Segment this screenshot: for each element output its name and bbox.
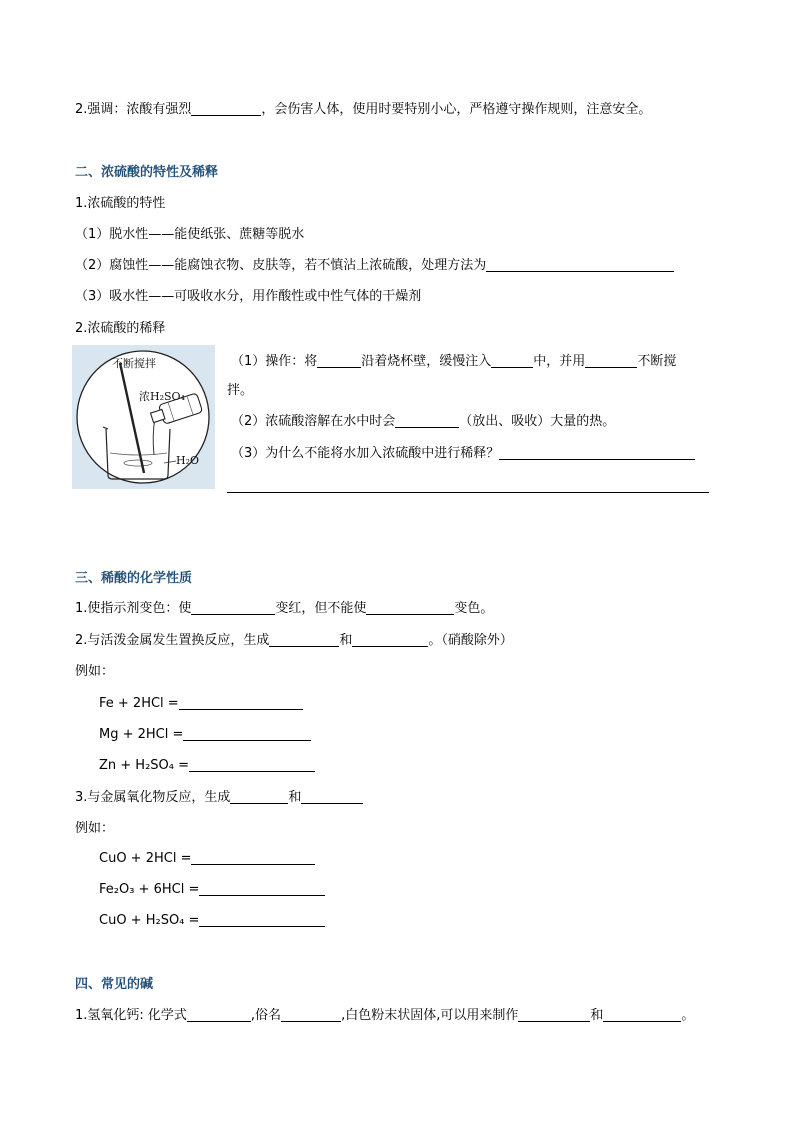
operation-line	[231, 353, 676, 371]
acid-label: 浓H₂SO₄	[139, 390, 185, 403]
operation-text-c: 中，并用	[533, 354, 586, 369]
indicator-text-a: 1.使指示剂变色：使	[75, 601, 192, 616]
water-label: H₂O	[176, 454, 200, 467]
caution-suffix: ，会伤害人体，使用时要特别小心，严格遵守操作规则，注意安全。	[261, 102, 652, 117]
operation-blank-3[interactable]	[585, 353, 637, 368]
indicator-text-c: 变色。	[454, 601, 494, 616]
why-line	[231, 445, 695, 463]
why-line-2	[227, 478, 709, 496]
oxide-text-a: 3.与金属氧化物反应，生成	[75, 790, 231, 805]
section-4-title: 四、常见的碱	[75, 977, 154, 992]
oxide-blank-1[interactable]	[230, 789, 288, 804]
operation-text-b: 沿着烧杯壁，缓慢注入	[361, 354, 492, 369]
equation-cuo-h2so4-text: CuO + H₂SO₄ =	[99, 913, 200, 928]
corrosive-blank[interactable]	[486, 257, 674, 272]
why-question: （3）为什么不能将水加入浓硫酸中进行稀释？	[231, 446, 500, 461]
equation-cuo-h2so4	[99, 912, 325, 930]
oxide-blank-2[interactable]	[301, 789, 363, 804]
metal-blank-2[interactable]	[352, 632, 428, 647]
calcium-text-c: ,白色粉末状固体,可以用来制作	[341, 1008, 519, 1023]
equation-cuo-hcl-text: CuO + 2HCl =	[99, 851, 192, 866]
operation-text-d: 不断搅	[637, 354, 677, 369]
calcium-text-e: 。	[681, 1008, 695, 1023]
caution-blank[interactable]	[191, 101, 261, 116]
calcium-text-d: 和	[590, 1008, 604, 1023]
hygroscopic-item: （3）吸水性——可吸收水分，用作酸性或中性气体的干燥剂	[75, 289, 422, 304]
operation-blank-2[interactable]	[491, 353, 533, 368]
equation-mg	[99, 726, 311, 744]
indicator-blank-2[interactable]	[366, 600, 454, 615]
common-name-blank[interactable]	[281, 1007, 341, 1022]
equation-mg-text: Mg + 2HCl =	[99, 727, 184, 742]
caution-prefix: 2.强调：浓酸有强烈	[75, 102, 192, 117]
metal-text-b: 和	[339, 633, 353, 648]
dehydration-item: （1）脱水性——能使纸张、蔗糖等脱水	[75, 227, 305, 242]
equation-zn-blank[interactable]	[189, 757, 315, 772]
indicator-line	[75, 600, 493, 618]
oxide-text-b: 和	[288, 790, 302, 805]
heat-text-a: （2）浓硫酸溶解在水中时会	[231, 414, 396, 429]
indicator-text-b: 变红，但不能使	[275, 601, 367, 616]
calcium-text-b: ,俗名	[250, 1008, 282, 1023]
equation-fe-text: Fe + 2HCl =	[99, 696, 179, 711]
metal-text-c: 。（硝酸除外）	[428, 633, 513, 648]
why-blank-1[interactable]	[499, 445, 695, 460]
metal-text-a: 2.与活泼金属发生置换反应，生成	[75, 633, 270, 648]
calcium-hydroxide-line	[75, 1007, 694, 1025]
operation-line-2: 拌。	[227, 383, 254, 398]
metal-line	[75, 632, 513, 650]
equation-mg-blank[interactable]	[183, 726, 311, 741]
equation-fe2o3	[99, 881, 325, 899]
example-label-1: 例如：	[75, 664, 115, 679]
use-blank-2[interactable]	[603, 1007, 681, 1022]
heat-line	[231, 413, 615, 431]
operation-text-a: （1）操作：将	[231, 354, 318, 369]
equation-fe	[99, 695, 303, 713]
stir-label: 不断搅拌	[112, 357, 156, 370]
indicator-blank-1[interactable]	[191, 600, 275, 615]
heat-text-b: （放出、吸收）大量的热。	[459, 414, 616, 429]
heat-blank[interactable]	[395, 413, 459, 428]
equation-fe2o3-blank[interactable]	[199, 881, 325, 896]
dilution-title: 2.浓硫酸的稀释	[75, 321, 166, 336]
dilution-figure	[72, 345, 215, 489]
use-blank-1[interactable]	[518, 1007, 590, 1022]
metal-blank-1[interactable]	[269, 632, 339, 647]
oxide-line	[75, 789, 363, 807]
properties-title: 1.浓硫酸的特性	[75, 196, 166, 211]
equation-cuo-hcl	[99, 850, 315, 868]
example-label-2: 例如：	[75, 821, 115, 836]
why-blank-2[interactable]	[227, 478, 709, 493]
formula-blank[interactable]	[187, 1007, 251, 1022]
equation-cuo-h2so4-blank[interactable]	[199, 912, 325, 927]
corrosive-line	[75, 257, 674, 275]
equation-cuo-hcl-blank[interactable]	[191, 850, 315, 865]
equation-fe-blank[interactable]	[179, 695, 303, 710]
section-3-title: 三、稀酸的化学性质	[75, 571, 193, 586]
operation-blank-1[interactable]	[317, 353, 361, 368]
section-2-title: 二、浓硫酸的特性及稀释	[75, 165, 219, 180]
equation-zn	[99, 757, 315, 775]
calcium-text-a: 1.氢氧化钙: 化学式	[75, 1008, 187, 1023]
corrosive-item: （2）腐蚀性——能腐蚀衣物、皮肤等，若不慎沾上浓硫酸，处理方法为	[75, 258, 487, 273]
equation-zn-text: Zn + H₂SO₄ =	[99, 758, 190, 773]
equation-fe2o3-text: Fe₂O₃ + 6HCl =	[99, 882, 200, 897]
caution-line	[75, 101, 651, 119]
